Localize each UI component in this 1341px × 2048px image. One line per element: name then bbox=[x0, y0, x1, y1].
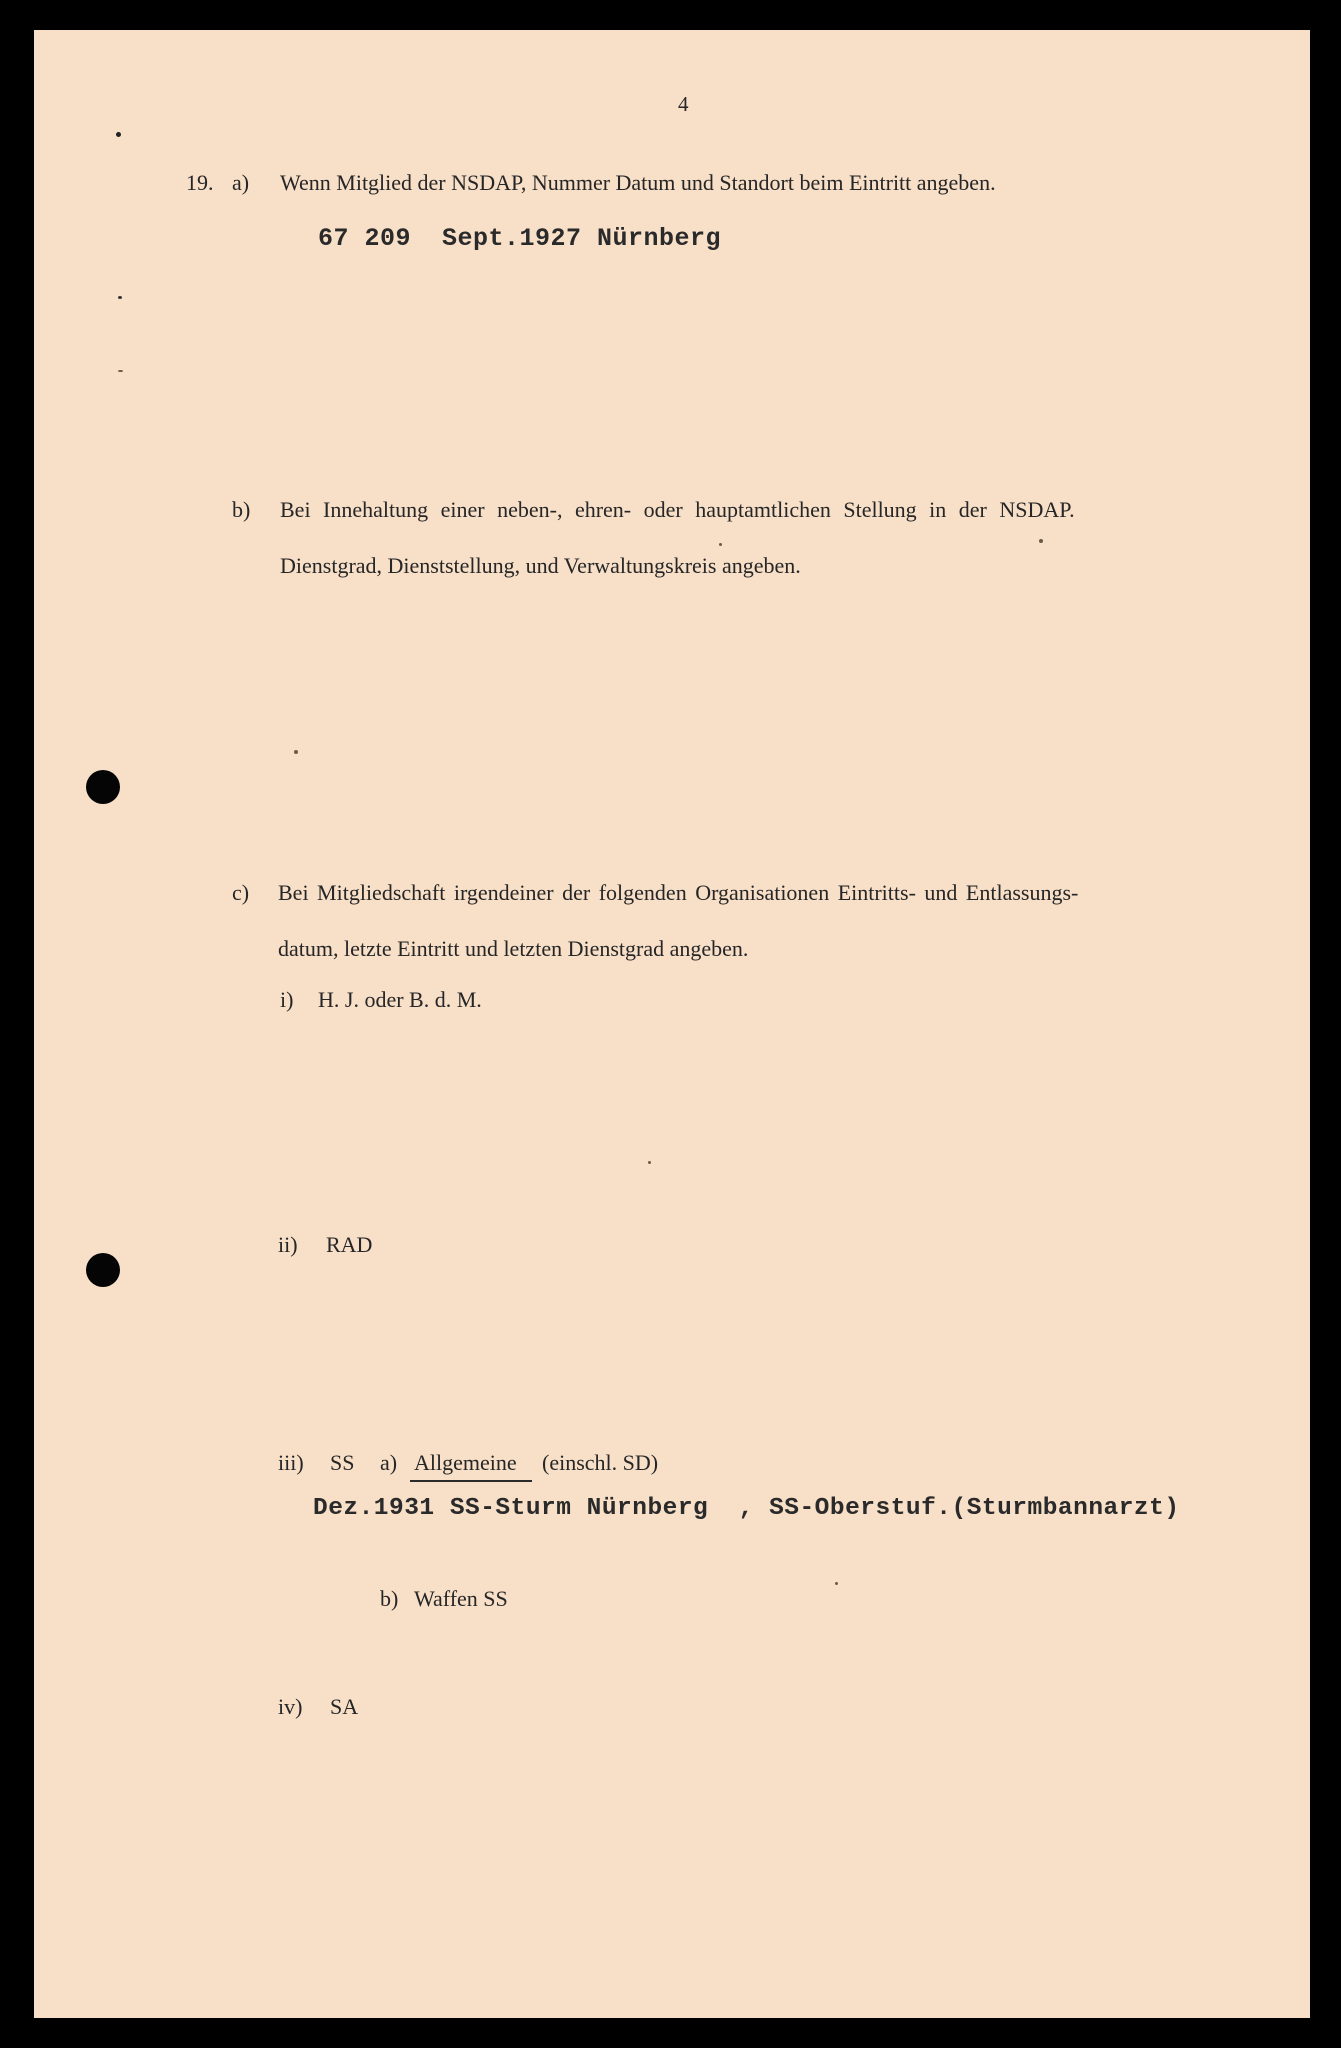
item-ii-label: ii) bbox=[278, 1232, 298, 1257]
item-iii-label: iii) bbox=[278, 1450, 304, 1475]
question-a-prompt: Wenn Mitglied der NSDAP, Nummer Datum und Standort beim Eintritt angeben. bbox=[280, 170, 996, 195]
paper-speck bbox=[648, 1161, 651, 1164]
paper-speck bbox=[116, 132, 121, 137]
paper-speck bbox=[719, 543, 722, 546]
question-b-prompt-line1: Bei Innehaltung einer neben-, ehren- oder hauptamtlichen Stellung in der NSDAP. bbox=[280, 497, 1075, 522]
question-b-prompt-line2: Dienstgrad, Dienststellung, und Verwaltungskreis angeben. bbox=[280, 553, 801, 578]
paper-speck bbox=[1039, 539, 1043, 543]
question-a-label: a) bbox=[232, 170, 250, 195]
document-page bbox=[34, 30, 1310, 2018]
item-iii-sub-a-text: Allgemeine bbox=[414, 1450, 517, 1475]
question-c-prompt-line1: Bei Mitgliedschaft irgendeiner der folgenden Organisationen Eintritts- und Entlassungs- bbox=[278, 880, 1079, 905]
item-iii-sub-b-text: Waffen SS bbox=[414, 1586, 508, 1611]
item-iv-label: iv) bbox=[278, 1694, 303, 1719]
item-iii-org: SS bbox=[330, 1450, 355, 1475]
item-iii-sub-a-note: (einschl. SD) bbox=[542, 1450, 659, 1475]
question-c-label: c) bbox=[232, 880, 250, 905]
punch-hole-bottom bbox=[86, 1253, 120, 1287]
paper-speck bbox=[835, 1582, 838, 1585]
item-iii-sub-b-label: b) bbox=[380, 1586, 399, 1611]
paper-speck bbox=[294, 750, 298, 754]
page-number: 4 bbox=[678, 92, 689, 116]
item-i-label: i) bbox=[280, 987, 294, 1012]
item-iii-sub-a-label: a) bbox=[380, 1450, 398, 1475]
question-c-prompt-line2: datum, letzte Eintritt und letzten Dienstgrad angeben. bbox=[278, 936, 749, 961]
paper-speck bbox=[118, 296, 122, 299]
item-i-text: H. J. oder B. d. M. bbox=[318, 987, 482, 1012]
punch-hole-top bbox=[86, 770, 120, 804]
item-ii-text: RAD bbox=[326, 1232, 373, 1257]
item-iv-text: SA bbox=[330, 1694, 359, 1719]
paper-speck bbox=[118, 370, 123, 372]
question-a-answer: 67 209 Sept.1927 Nürnberg bbox=[318, 224, 722, 253]
question-b-label: b) bbox=[232, 497, 251, 522]
item-iii-answer: Dez.1931 SS-Sturm Nürnberg , SS-Oberstuf.(Sturmbannarzt) bbox=[313, 1495, 1180, 1522]
allgemeine-underline bbox=[410, 1480, 532, 1482]
question-number: 19. bbox=[186, 170, 214, 195]
